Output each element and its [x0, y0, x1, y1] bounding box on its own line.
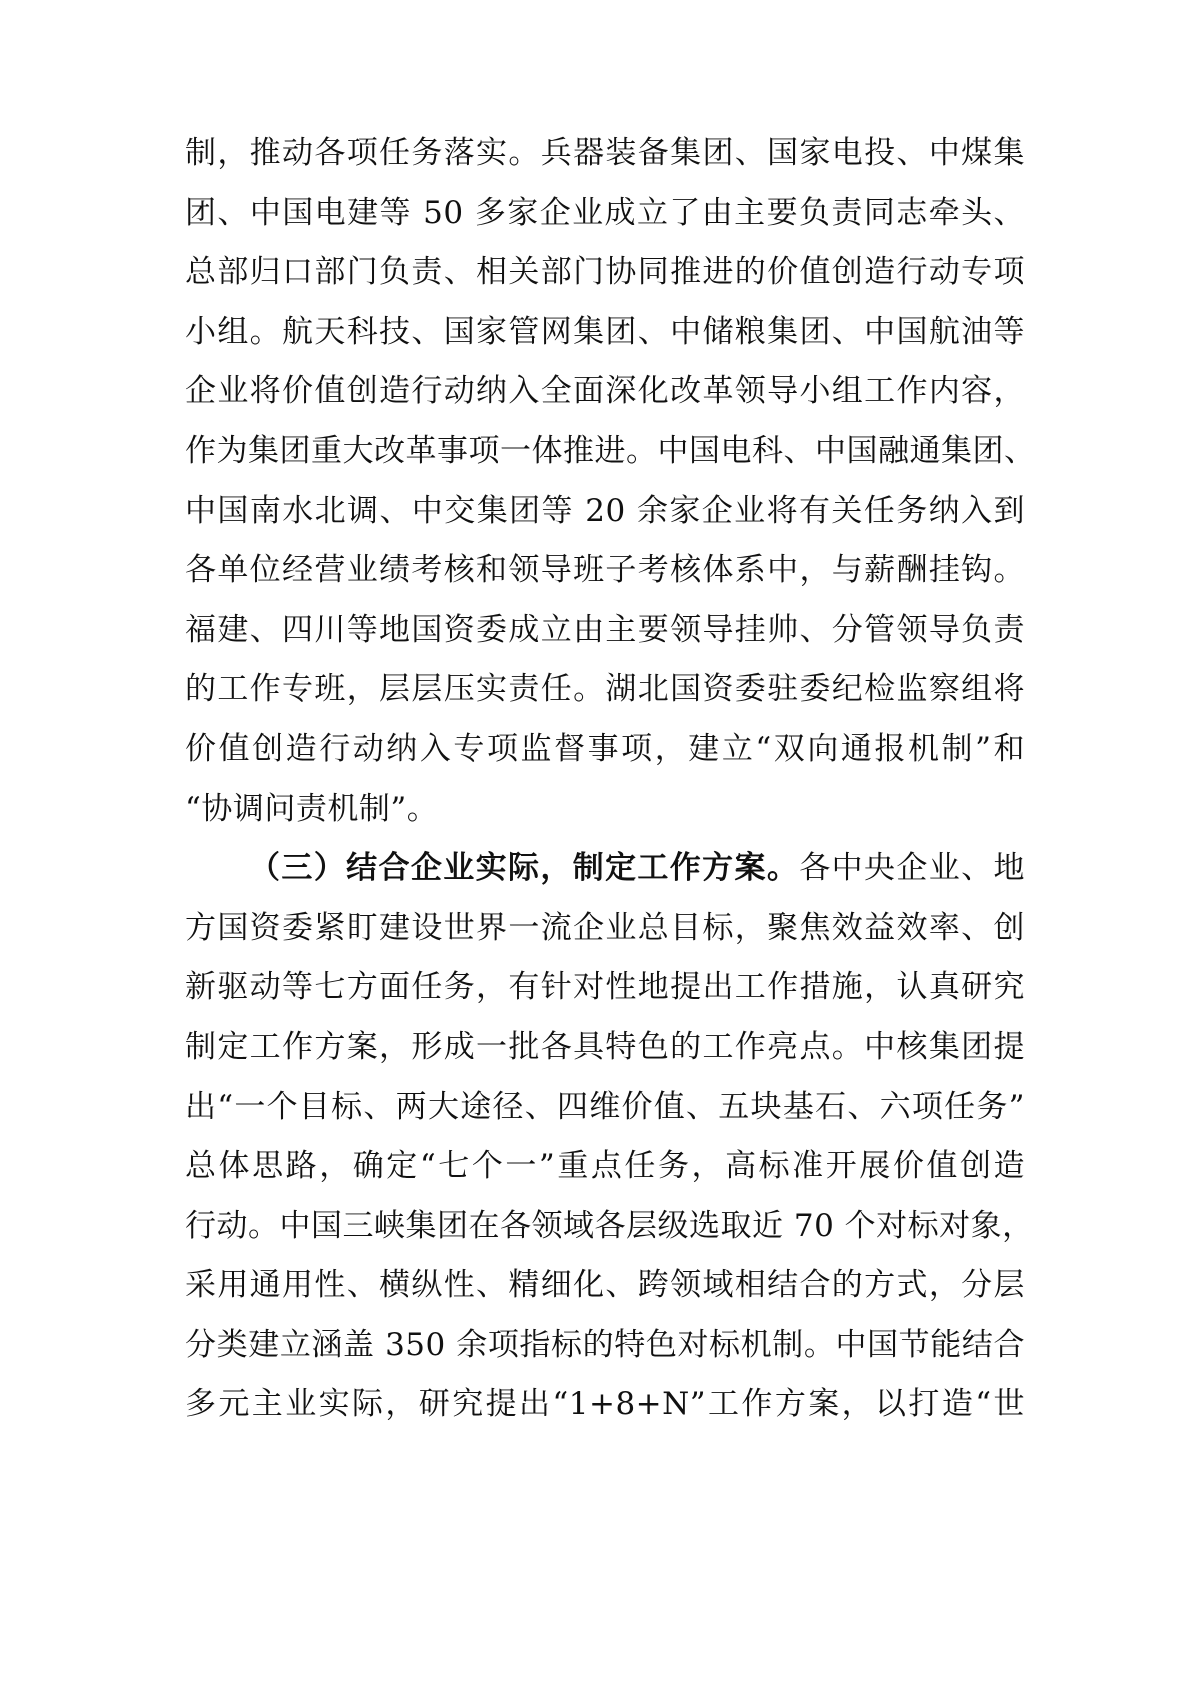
paragraph-2-line-8: 采用通用性、横纵性、精细化、跨领域相结合的方式，分层: [185, 1267, 1025, 1304]
paragraph-1-line-11: 价值创造行动纳入专项监督事项，建立“双向通报机制”和: [185, 730, 1025, 767]
paragraph-2-line-10: 多元主业实际，研究提出“1+8+N”工作方案，以打造“世: [185, 1386, 1025, 1423]
paragraph-2-line-3: 新驱动等七方面任务，有针对性地提出工作措施，认真研究: [185, 969, 1025, 1006]
paragraph-1-line-10: 的工作专班，层层压实责任。湖北国资委驻委纪检监察组将: [185, 671, 1025, 708]
paragraph-2: [185, 839, 1034, 1435]
document-body: [185, 124, 1036, 1435]
paragraph-1-line-4: 小组。航天科技、国家管网集团、中储粮集团、中国航油等: [185, 313, 1025, 350]
paragraph-1-line-9: 福建、四川等地国资委成立由主要领导挂帅、分管领导负责: [185, 611, 1025, 648]
paragraph-2-line-1: [185, 839, 1025, 899]
paragraph-2-line-6: 总体思路，确定“七个一”重点任务，高标准开展价值创造: [185, 1148, 1025, 1185]
paragraph-1-line-8: 各单位经营业绩考核和领导班子考核体系中，与薪酬挂钩。: [185, 552, 1025, 589]
paragraph-2-line-9: 分类建立涵盖 350 余项指标的特色对标机制。中国节能结合: [185, 1326, 1025, 1363]
paragraph-2-line-7: 行动。中国三峡集团在各领域各层级选取近 70 个对标对象，: [185, 1207, 1034, 1244]
paragraph-2-line-2: 方国资委紧盯建设世界一流企业总目标，聚焦效益效率、创: [185, 909, 1025, 946]
paragraph-1-line-7: 中国南水北调、中交集团等 20 余家企业将有关任务纳入到: [185, 492, 1025, 529]
paragraph-1-line-2: 团、中国电建等 50 多家企业成立了由主要负责同志牵头、: [185, 194, 1025, 231]
paragraph-2-line-4: 制定工作方案，形成一批各具特色的工作亮点。中核集团提: [185, 1028, 1025, 1065]
paragraph-1-line-1: 制，推动各项任务落实。兵器装备集团、国家电投、中煤集: [185, 135, 1025, 171]
paragraph-1-line-5: 企业将价值创造行动纳入全面深化改革领导小组工作内容，: [185, 373, 1025, 410]
paragraph-1-line-3: 总部归口部门负责、相关部门协同推进的价值创造行动专项: [185, 254, 1025, 291]
paragraph-1: [185, 124, 1036, 839]
paragraph-1-line-6: 作为集团重大改革事项一体推进。中国电科、中国融通集团、: [185, 432, 1036, 469]
paragraph-2-line-5: 出“一个目标、两大途径、四维价值、五块基石、六项任务”: [185, 1088, 1025, 1125]
paragraph-1-line-12: “协调问责机制”。: [185, 790, 439, 827]
section-heading: （三）结合企业实际，制定工作方案。: [249, 850, 800, 887]
paragraph-2-line-1-text: 各中央企业、地: [799, 850, 1025, 887]
